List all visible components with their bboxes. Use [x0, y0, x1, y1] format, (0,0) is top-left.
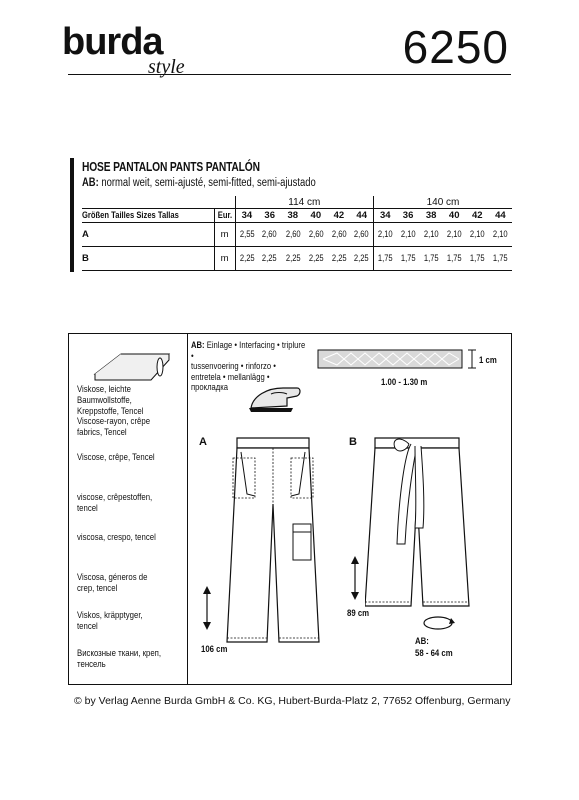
yardage-cell: 1,75	[446, 253, 462, 264]
yardage-cell: 1,75	[400, 253, 416, 264]
size-cell: 38	[420, 209, 443, 223]
yardage-cell: 2,10	[400, 229, 416, 240]
yardage-cell: 2,25	[262, 253, 278, 264]
size-cell: 40	[443, 209, 466, 223]
unit-cell: m	[214, 223, 235, 247]
yardage-cell: 2,10	[446, 229, 462, 240]
length-arrow-icon	[349, 556, 361, 600]
interfacing-strip-diagram	[317, 346, 467, 372]
unit-header: Eur.	[217, 210, 232, 221]
waist-prefix: AB:	[415, 636, 429, 647]
size-cell: 40	[304, 209, 327, 223]
fabric-text-sv: Viskos, kräpptyger, tencel	[77, 610, 143, 632]
fabric-width-114: 114 cm	[235, 196, 373, 209]
fabric-text-es: Viscosa, géneros de crep, tencel	[77, 572, 148, 594]
yardage-cell: 2,60	[262, 229, 278, 240]
size-table	[82, 196, 512, 271]
size-cell: 44	[350, 209, 373, 223]
table-row	[82, 223, 512, 247]
fit-description	[82, 177, 316, 189]
yardage-cell: 1,75	[469, 253, 485, 264]
brand-logo	[62, 20, 222, 80]
waist-value: 58 - 64 cm	[415, 648, 453, 659]
yardage-cell: 1,75	[377, 253, 393, 264]
yardage-cell: 2,60	[285, 229, 301, 240]
yardage-cell: 2,25	[308, 253, 324, 264]
pants-b-illustration	[365, 434, 475, 614]
size-header-label: Größen Tailles Sizes Tallas	[82, 210, 179, 221]
fabric-text-it: viscosa, crespo, tencel	[77, 532, 156, 543]
fabric-roll-icon	[91, 348, 175, 384]
row-label: A	[82, 223, 214, 247]
view-label-b: B	[349, 436, 357, 448]
yardage-cell: 2,10	[492, 229, 508, 240]
brand-sub: style	[148, 56, 185, 78]
fabric-text-ru: Вискозные ткани, креп, тенсель	[77, 648, 162, 670]
size-cell: 38	[281, 209, 304, 223]
interfacing-line: entretela • mellanlägg •	[191, 371, 270, 382]
length-b-label: 89 cm	[347, 608, 370, 619]
yardage-cell: 2,10	[377, 229, 393, 240]
interfacing-line: прокладка	[191, 382, 229, 392]
fabric-text-fr: Viscose, crêpe, Tencel	[77, 452, 155, 463]
brand-name: burda	[62, 21, 163, 63]
fabric-text-en: Viscose-rayon, crêpe fabrics, Tencel	[77, 416, 151, 438]
yardage-cell: 2,10	[423, 229, 439, 240]
info-panel	[68, 333, 512, 685]
panel-divider	[187, 334, 188, 684]
yardage-cell: 1,75	[492, 253, 508, 264]
fabric-width-140: 140 cm	[373, 196, 512, 209]
yardage-cell: 2,10	[469, 229, 485, 240]
fabric-text-nl: viscose, crêpestoffen, tencel	[77, 492, 153, 514]
size-cell: 42	[327, 209, 350, 223]
table-row	[82, 247, 512, 271]
header-divider	[68, 74, 511, 75]
height-arrow-icon	[467, 348, 477, 370]
unit-cell: m	[214, 247, 235, 271]
size-cell: 34	[235, 209, 258, 223]
size-cell: 34	[373, 209, 396, 223]
yardage-cell: 2,60	[331, 229, 347, 240]
fabric-text-de: Viskose, leichte Baumwollstoffe, Kreppstoffe, Tencel	[77, 384, 144, 417]
copyright-text: © by Verlag Aenne Burda GmbH & Co. KG, Hubert-Burda-Platz 2, 77652 Offenburg, Germany	[74, 695, 511, 707]
size-cell: 36	[397, 209, 420, 223]
yardage-cell: 2,25	[239, 253, 255, 264]
view-label-a: A	[199, 436, 207, 448]
waist-loop-icon	[421, 614, 455, 632]
pattern-number: 6250	[402, 21, 509, 73]
size-cell: 42	[466, 209, 489, 223]
length-arrow-icon	[201, 586, 213, 630]
size-cell: 44	[489, 209, 512, 223]
page-title: HOSE PANTALON PANTS PANTALÓN	[82, 160, 260, 174]
row-label: B	[82, 247, 214, 271]
length-a-label: 106 cm	[201, 644, 228, 655]
fit-text: normal weit, semi-ajusté, semi-fitted, semi-ajustado	[101, 177, 316, 189]
size-cell: 36	[258, 209, 281, 223]
title-accent-bar	[70, 158, 74, 272]
yardage-cell: 2,25	[285, 253, 301, 264]
fit-prefix: AB:	[82, 177, 99, 189]
yardage-cell: 2,60	[308, 229, 324, 240]
yardage-cell: 2,60	[354, 229, 370, 240]
interfacing-line: Einlage • Interfacing • triplure •	[191, 340, 306, 361]
pants-a-illustration	[219, 434, 329, 656]
strip-width-label: 1 cm	[479, 355, 497, 366]
yardage-cell: 2,55	[239, 229, 255, 240]
interfacing-prefix: AB:	[191, 340, 205, 350]
interfacing-line: tussenvoering • rinforzo •	[191, 361, 276, 371]
yardage-cell: 1,75	[423, 253, 439, 264]
strip-length-label: 1.00 - 1.30 m	[381, 377, 428, 388]
yardage-cell: 2,25	[354, 253, 370, 264]
iron-icon	[247, 384, 305, 414]
yardage-cell: 2,25	[331, 253, 347, 264]
